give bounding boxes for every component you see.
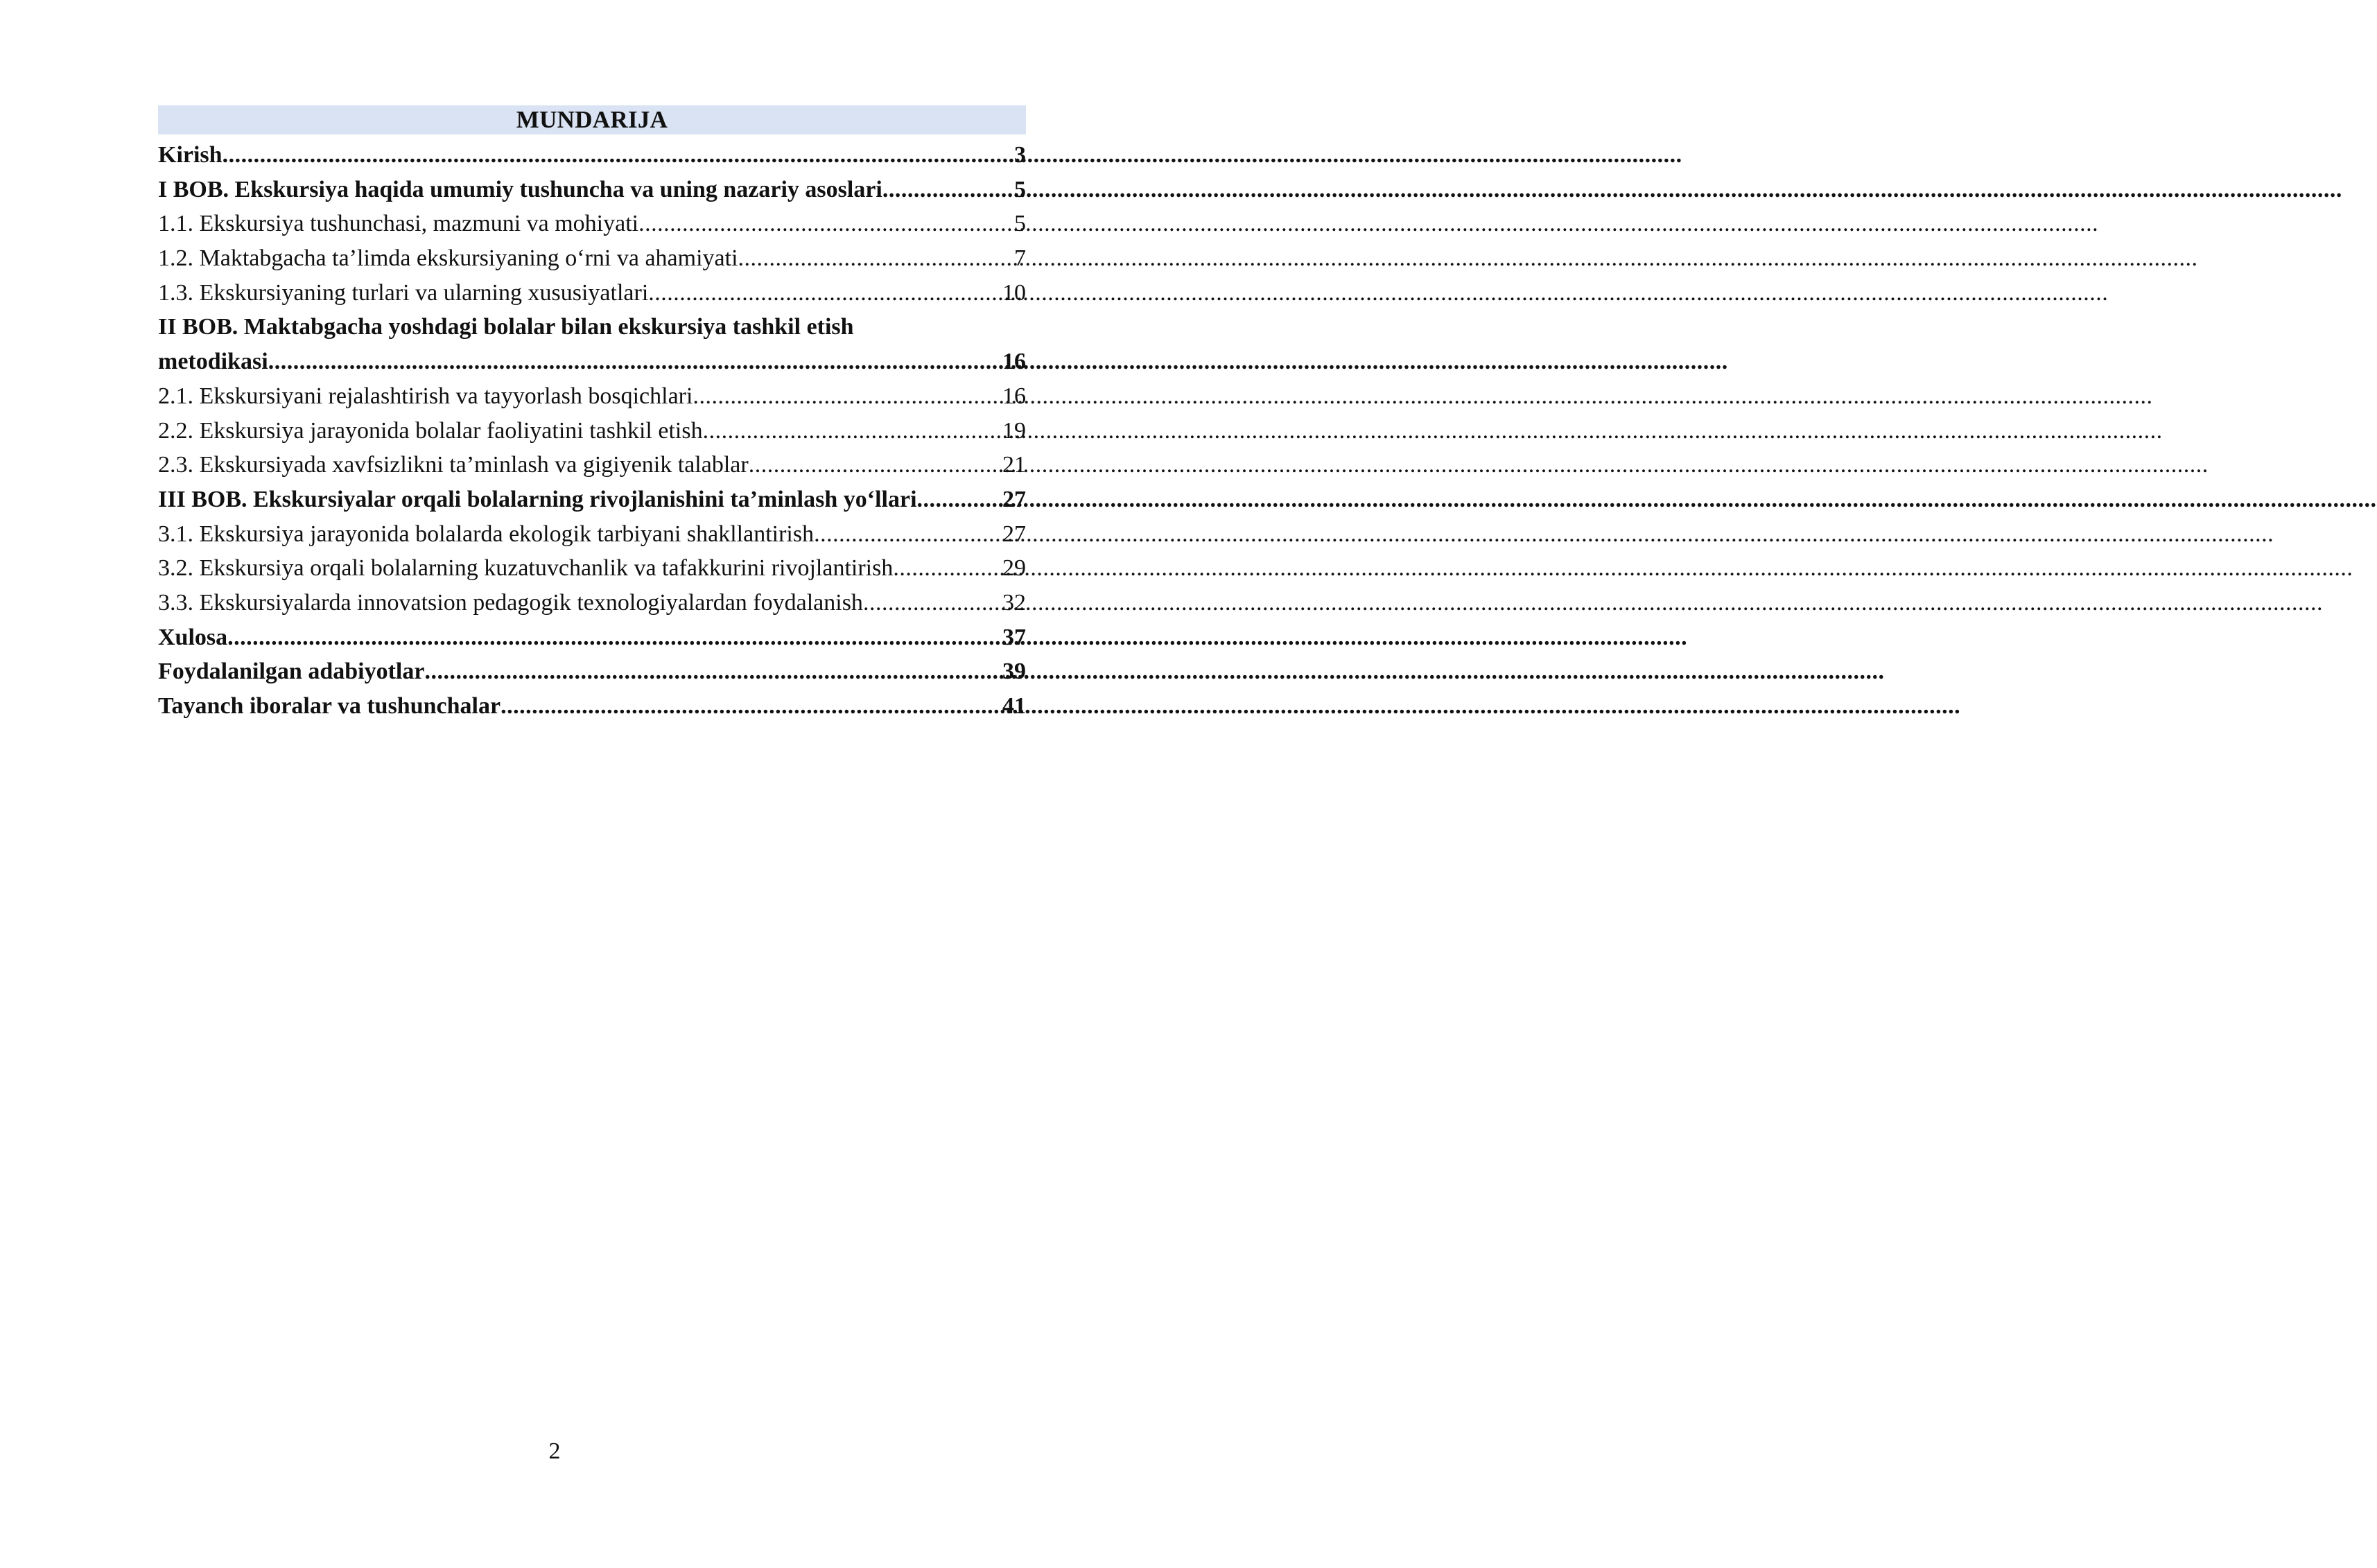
toc-entry[interactable] [158,448,1026,482]
dot-leader [893,551,1001,586]
toc-entry-label: III BOB. Ekskursiyalar orqali bolalarning rivojlanishini ta’minlash yo‘llari [158,486,917,512]
toc-entry[interactable] [158,138,1026,173]
toc-entry-label: Xulosa [158,624,228,650]
toc-entry-label: 2.3. Ekskursiyada xavfsizlikni ta’minlash va gigiyenik talablar [158,452,749,478]
dot-leader [638,207,1013,241]
toc-entry[interactable] [158,689,1026,724]
toc-entry[interactable] [158,414,1026,448]
toc-entry-label: 2.1. Ekskursiyani rejalashtirish va tayyorlash bosqichlari [158,383,693,409]
dot-leader [749,448,1001,482]
toc-entry-page: 21 [1002,452,1026,478]
document-page [0,0,1109,1568]
toc-entry-list [158,138,1026,724]
toc-entry-page: 3 [1014,142,1026,168]
toc-entry[interactable] [158,586,1026,620]
toc-entry-label: 3.2. Ekskursiya orqali bolalarning kuzatuvchanlik va tafakkurini rivojlantirish [158,555,894,582]
toc-entry-label: Kirish [158,142,223,168]
dot-leader [227,620,1001,655]
toc-entry-page: 39 [1002,659,1026,685]
toc-entry[interactable] [158,482,1026,517]
dot-leader [917,482,1001,517]
dot-leader [268,345,1001,379]
dot-leader [814,517,1001,552]
toc-entry-label: 3.1. Ekskursiya jarayonida bolalarda ekologik tarbiyani shakllantirish [158,521,815,547]
dot-leader [882,173,1013,207]
toc-entry-page: 27 [1002,486,1026,512]
toc-entry-page: 7 [1014,245,1026,272]
dot-leader [500,689,1001,724]
toc-entry-page: 16 [1002,383,1026,409]
toc-entry-page: 41 [1002,693,1026,719]
toc-entry-label: 1.2. Maktabgacha ta’limda ekskursiyaning o‘rni va ahamiyati [158,245,738,272]
toc-entry[interactable] [158,241,1026,276]
dot-leader [693,379,1001,414]
toc-entry-page: 19 [1002,417,1026,444]
toc-entry[interactable] [158,310,1026,345]
toc-entry-continuation[interactable] [158,345,1026,379]
toc-entry[interactable] [158,207,1026,241]
toc-entry-page: 5 [1014,211,1026,237]
dot-leader [648,276,1001,311]
toc-entry-label: metodikasi [158,349,268,375]
toc-entry[interactable] [158,517,1026,552]
toc-entry-label: Tayanch iboralar va tushunchalar [158,693,501,719]
toc-entry-page: 32 [1002,589,1026,616]
dot-leader [223,138,1013,173]
toc-entry-label: 1.3. Ekskursiyaning turlari va ularning xususiyatlari [158,279,649,306]
table-of-contents [158,105,1026,724]
toc-entry-label: 1.1. Ekskursiya tushunchasi, mazmuni va mohiyati [158,211,639,237]
toc-entry-label: I BOB. Ekskursiya haqida umumiy tushuncha va uning nazariy asoslari [158,176,882,202]
toc-entry[interactable] [158,551,1026,586]
toc-entry-page: 37 [1002,624,1026,650]
toc-entry[interactable] [158,379,1026,414]
toc-entry[interactable] [158,654,1026,689]
dot-leader [703,414,1001,448]
toc-title: MUNDARIJA [158,105,1026,134]
dot-leader [424,654,1001,689]
toc-entry-label: II BOB. Maktabgacha yoshdagi bolalar bilan ekskursiya tashkil etish [158,314,854,340]
toc-entry-label: Foydalanilgan adabiyotlar [158,659,425,685]
toc-entry-label: 2.2. Ekskursiya jarayonida bolalar faoliyatini tashkil etish [158,417,703,444]
toc-entry-page: 29 [1002,555,1026,582]
toc-entry-page: 27 [1002,521,1026,547]
dot-leader [863,586,1001,620]
toc-entry-page: 16 [1002,349,1026,375]
toc-entry-page: 5 [1014,176,1026,202]
toc-entry-page: 10 [1002,279,1026,306]
dot-leader [738,241,1013,276]
toc-entry[interactable] [158,620,1026,655]
page-number: 2 [548,1438,561,1464]
toc-entry[interactable] [158,276,1026,311]
toc-entry[interactable] [158,173,1026,207]
toc-entry-label: 3.3. Ekskursiyalarda innovatsion pedagogik texnologiyalardan foydalanish [158,589,863,616]
